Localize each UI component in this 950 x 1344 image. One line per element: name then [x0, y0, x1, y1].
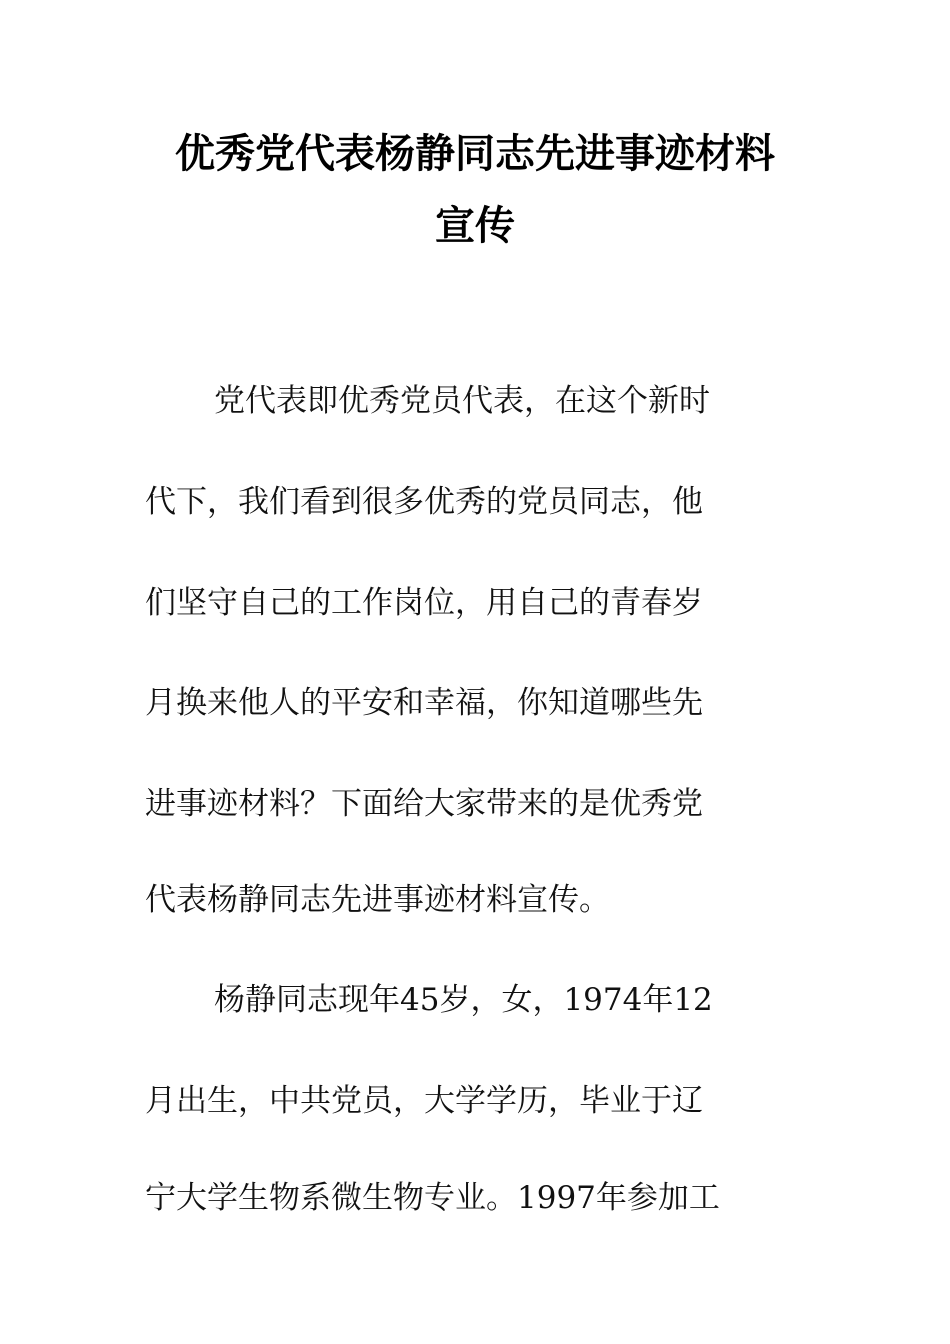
paragraph-line: 代下，我们看到很多优秀的党员同志，他	[145, 484, 703, 520]
paragraph-line: 宁大学生物系微生物专业。1997年参加工	[145, 1180, 720, 1216]
paragraph-line: 代表杨静同志先进事迹材料宣传。	[145, 882, 610, 918]
paragraph-line: 进事迹材料？下面给大家带来的是优秀党	[145, 786, 703, 822]
paragraph-line: 月出生，中共党员，大学学历，毕业于辽	[145, 1083, 703, 1119]
paragraph-line: 月换来他人的平安和幸福，你知道哪些先	[145, 685, 703, 721]
paragraph-line: 们坚守自己的工作岗位，用自己的青春岁	[145, 585, 703, 621]
document-title-line-2: 宣传	[435, 202, 515, 249]
document-title-line-1: 优秀党代表杨静同志先进事迹材料	[175, 130, 775, 177]
paragraph-line: 党代表即优秀党员代表，在这个新时	[214, 383, 710, 419]
paragraph-line: 杨静同志现年45岁，女，1974年12	[214, 982, 713, 1018]
